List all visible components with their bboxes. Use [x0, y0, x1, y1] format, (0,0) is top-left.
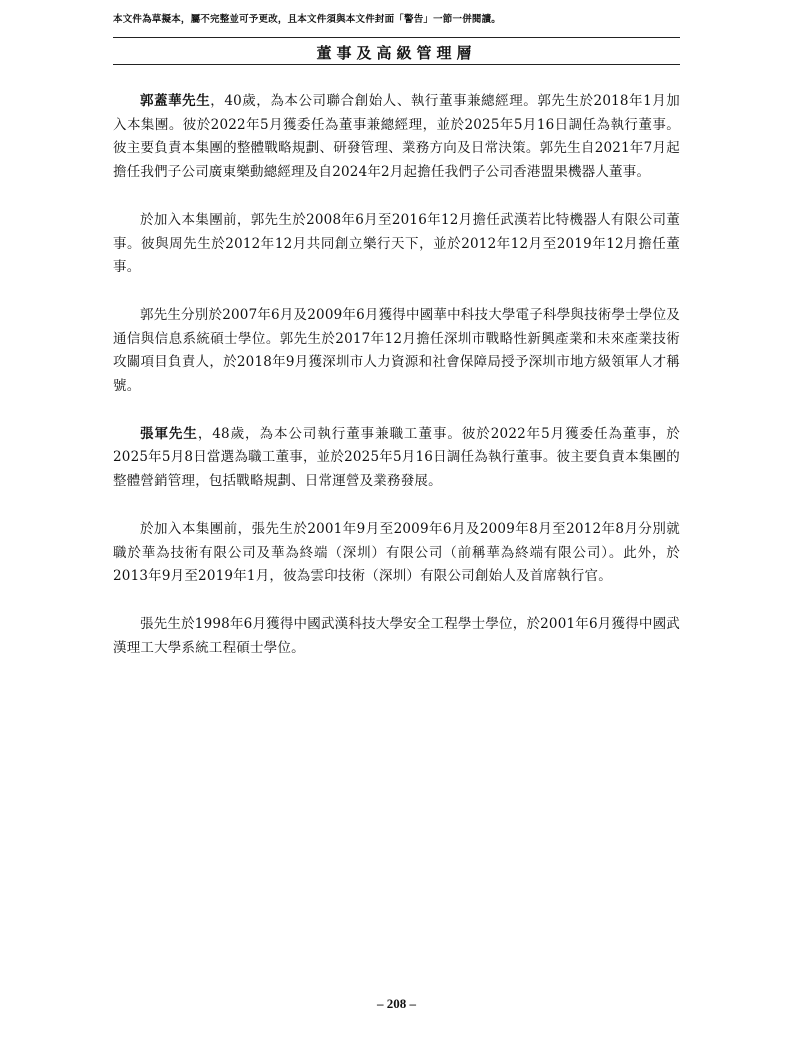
director-name-zhang: 張軍先生 — [140, 425, 198, 442]
page-number: – 208 – — [377, 996, 416, 1011]
paragraph-guo-prior-experience — [113, 209, 680, 280]
paragraph-zhang-prior-experience — [113, 518, 680, 589]
document-body — [113, 90, 680, 684]
director-name-guo: 郭蓋華先生 — [140, 93, 211, 109]
draft-warning-note: 本文件為草擬本，屬不完整並可予更改，且本文件須與本文件封面「警告」一節一併閱讀。 — [113, 14, 502, 25]
paragraph-guo-education — [113, 304, 680, 399]
paragraph-text: ，40歲，為本公司聯合創始人、執行董事兼總經理。郭先生於2018年1月加入本集團。彼於2022年5月獲委任為董事兼總經理，並於2025年5月16日調任為執行董事。彼主要負責本集團的整體戰略規劃、研發管理、業務方向及日常決策。郭先生自2021年7月起擔任我們子公司廣東樂動總經理及自2024年2月起擔任我們子公司香港盟果機器人董事。 — [113, 93, 681, 181]
paragraph-text: 於加入本集團前，郭先生於2008年6月至2016年12月擔任武漢若比特機器人有限公司董事。彼與周先生於2012年12月共同創立樂行天下，並於2012年12月至2019年12月擔任董事。 — [113, 211, 680, 276]
paragraph-text: 於加入本集團前，張先生於2001年9月至2009年6月及2009年8月至2012年8月分別就職於華為技術有限公司及華為終端（深圳）有限公司（前稱華為終端有限公司）。此外，於2013年9月至2019年1月，彼為雲印技術（深圳）有限公司創始人及首席執行官。 — [113, 520, 680, 585]
paragraph-guo-profile — [113, 90, 680, 185]
title-rule — [113, 64, 680, 65]
paragraph-zhang-education — [113, 613, 680, 660]
paragraph-text: 張先生於1998年6月獲得中國武漢科技大學安全工程學士學位，於2001年6月獲得中國武漢理工大學系統工程碩士學位。 — [113, 615, 680, 656]
paragraph-text: ，48歲，為本公司執行董事兼職工董事。彼於2022年5月獲委任為董事，於2025年5月8日當選為職工董事，並於2025年5月16日調任為執行董事。彼主要負責本集團的整體營銷管理，包括戰略規劃、日常運營及業務發展。 — [113, 425, 680, 490]
paragraph-zhang-profile — [113, 423, 680, 494]
paragraph-text: 郭先生分別於2007年6月及2009年6月獲得中國華中科技大學電子科學與技術學士學位及通信與信息系統碩士學位。郭先生於2017年12月擔任深圳市戰略性新興產業和未來產業技術攻關項目負責人，於2018年9月獲深圳市人力資源和社會保障局授予深圳市地方級領軍人才稱號。 — [113, 306, 680, 395]
header-rule — [113, 37, 680, 38]
section-title: 董事及高級管理層 — [316, 44, 477, 62]
